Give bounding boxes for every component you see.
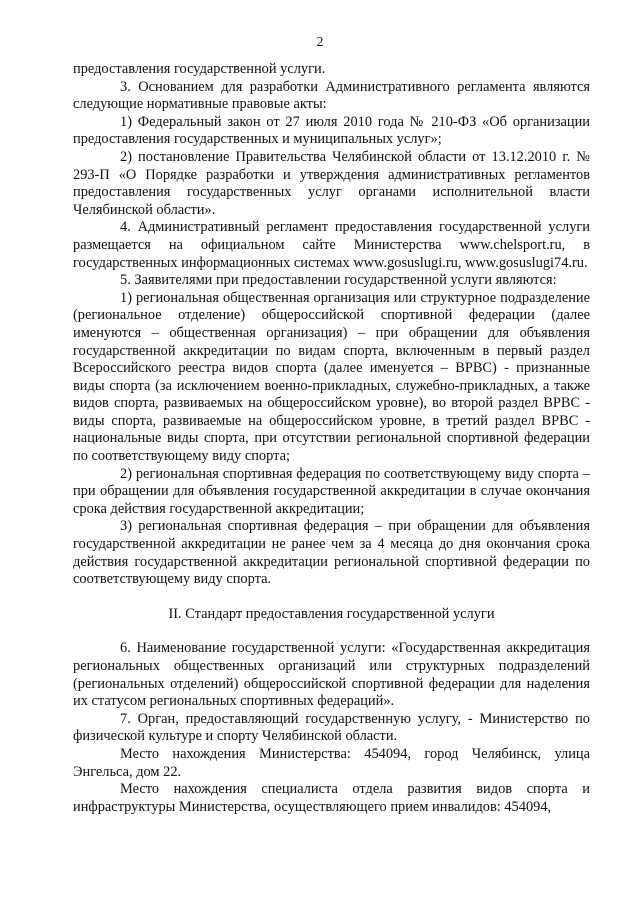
paragraph: 6. Наименование государственной услуги: «Государственная аккредитация региональных общественных организаций или структурных подразделений (региональных отделений) общероссийской спортивной федерации для наделения их статусом региональных спортивных федераций». (73, 640, 590, 710)
paragraph: 3) региональная спортивная федерация – при обращении для объявления государственной аккредитации не ранее чем за 4 месяца до дня окончания срока действия государственной аккредитации региональной спортивной федерации по соответствующему виду спорта. (73, 518, 590, 588)
paragraph: Место нахождения Министерства: 454094, город Челябинск, улица Энгельса, дом 22. (73, 745, 590, 780)
paragraph: 1) Федеральный закон от 27 июля 2010 года № 210-ФЗ «Об организации предоставления государственных и муниципальных услуг»; (73, 113, 590, 148)
paragraph: 7. Орган, предоставляющий государственную услугу, - Министерство по физической культуре и спорту Челябинской области. (73, 710, 590, 745)
section-heading: II. Стандарт предоставления государственной услуги (168, 605, 495, 622)
paragraph: 4. Административный регламент предоставления государственной услуги размещается на официальном сайте Министерства www.chelsport.ru, в государственных информационных системах www.gosuslugi.ru, www.gosuslugi74.ru. (73, 219, 590, 271)
paragraph: 2) региональная спортивная федерация по соответствующему виду спорта – при обращении для объявления государственной аккредитации в случае окончания срока действия государственной аккредитации; (73, 465, 590, 517)
paragraph: 5. Заявителями при предоставлении государственной услуги являются: (120, 272, 557, 289)
page-number: 2 (316, 35, 324, 50)
paragraph: предоставления государственной услуги. (73, 61, 326, 77)
paragraph: Место нахождения специалиста отдела развития видов спорта и инфраструктуры Министерства, осуществляющего прием инвалидов: 454094, (73, 781, 590, 815)
paragraph: 3. Основанием для разработки Административного регламента являются следующие нормативные правовые акты: (73, 78, 590, 113)
document-body (73, 61, 590, 816)
paragraph: 1) региональная общественная организация или структурное подразделение (региональное отделение) общероссийской спортивной федерации (далее именуются – общественная организация) – при обращении для объявления государственной аккредитации по видам спорта, включенным в первый раздел Всероссийского реестра видов спорта (далее именуется – ВРВС) - признанные виды спорта (за исключением военно-прикладных, служебно-прикладных, а также видов спорта, развиваемых на общероссийском уровне), во второй раздел ВРВС - виды спорта, развиваемые на общероссийском уровне, в третий раздел ВРВС - национальные виды спорта, при отсутствии региональной спортивной федерации по соответствующему виду спорта; (73, 289, 590, 465)
paragraph: 2) постановление Правительства Челябинской области от 13.12.2010 г. № 293-П «О Порядке разработки и утверждения административных регламентов предоставления государственных услуг органами исполнительной власти Челябинской области». (73, 148, 590, 218)
